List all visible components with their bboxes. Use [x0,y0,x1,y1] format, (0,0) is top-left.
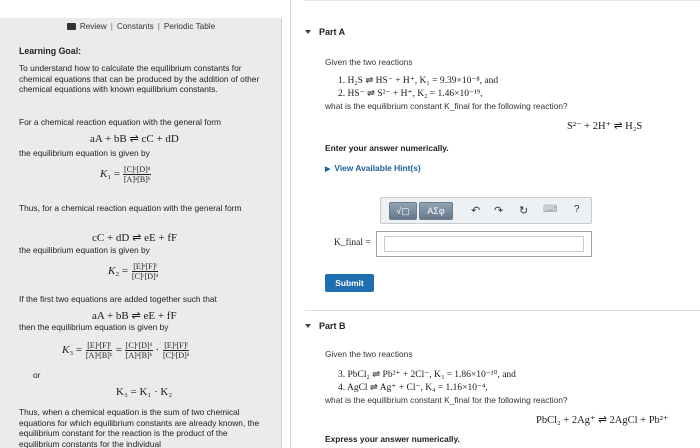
k3-product: K₃ = K₁ · K₂ [116,386,173,398]
k3-c-denominator: [C]ᶜ[D]ᵈ [162,351,190,360]
reaction-4: 4. AgCl ⇌ Ag⁺ + Cl⁻, K₄ = 1.16×10⁻⁴, [338,383,488,393]
express-numerically-text: Express your answer numerically. [325,434,460,444]
math-toolbar [380,197,592,224]
review-link[interactable]: Review [79,22,107,31]
reaction-1: 1. H₂S ⇌ HS⁻ + H⁺, K₁ = 9.39×10⁻⁸, and [338,76,499,86]
general-equation-2: cC + dD ⇌ eE + fF [92,232,178,244]
play-icon: ▶ [325,166,331,173]
k3-expression: K₃ = $\frac{\text{[E]ᵉ[F]ᶠ}}{\text{[A]ᵃ[B]ᵇ}}$ = $\frac{\text{[C]ᶜ[D]ᵈ}}{\text{[A]ᵃ[B]ᵇ}}$ · $\frac{\text{[E]ᵉ[F]ᶠ}}{\text{[C]ᶜ[D]ᵈ}}$ [62,341,190,360]
general-equation-3: aA + bB ⇌ eE + fF [92,310,177,322]
sqrt-template-button[interactable]: √▢ [389,202,417,220]
undo-icon[interactable]: ↶ [471,205,481,217]
part-a-target-reaction: S²⁻ + 2H⁺ ⇌ H₂S [567,121,643,132]
given-by-text-3: then the equilibrium equation is given by [19,322,169,332]
learning-goal-text: To understand how to calculate the equilibrium constants for chemical equations that can be produced by the addition of other chemical equations with known equilibrium constants. [19,63,260,95]
part-b-given: Given the two reactions [325,349,413,359]
k2-expression: K₂ = $\frac{\text{[E]ᵉ[F]ᶠ}}{\text{[C]ᶜ[D]ᵈ}}$ [108,262,159,281]
submit-button[interactable]: Submit [325,274,374,292]
k-final-label: K_final = [334,238,371,248]
learning-goal-title: Learning Goal: [19,46,82,56]
given-by-text-1: the equilibrium equation is given by [19,148,150,158]
k-final-input[interactable] [384,236,584,252]
part-a-header[interactable] [305,27,345,37]
greek-symbols-button[interactable]: ΑΣφ [419,202,453,220]
k2-denominator: [C]ᶜ[D]ᵈ [131,272,159,281]
given-by-text-2: the equilibrium equation is given by [19,245,150,255]
part-divider [305,310,700,311]
keyboard-icon[interactable]: ⌨ [543,204,558,215]
reaction-2: 2. HS⁻ ⇌ S²⁻ + H⁺, K₂ = 1.46×10⁻¹⁹, [338,89,483,99]
enter-numerically-text: Enter your answer numerically. [325,143,449,153]
part-a-given: Given the two reactions [325,57,413,67]
nav-separator: | [110,22,113,31]
nav-separator: | [157,22,160,31]
k2-numerator: [E]ᵉ[F]ᶠ [133,262,157,271]
general-form-text: For a chemical reaction equation with the general form [19,117,222,127]
k3-b-denominator: [A]ᵃ[B]ᵇ [125,351,153,360]
final-text: Thus, when a chemical equation is the sum of two chemical equations for which equilibrium constants are already known, the equilibrium constant for the reaction is the product of the equilibrium constants for the individual [19,407,260,448]
k3-a-denominator: [A]ᵃ[B]ᵇ [85,351,113,360]
answer-box [376,231,592,257]
resource-nav [0,22,282,31]
thus-text: Thus, for a chemical reaction equation with the general form [19,203,242,213]
k3-a-numerator: [E]ᵉ[F]ᶠ [87,341,111,350]
view-hints-label: View Available Hint(s) [334,163,421,173]
k3-c-numerator: [E]ᵉ[F]ᶠ [164,341,188,350]
help-icon[interactable]: ? [574,204,580,215]
collapse-caret-icon[interactable] [305,324,311,328]
k1-numerator: [C]ᶜ[D]ᵈ [123,165,151,174]
k3-b-numerator: [C]ᶜ[D]ᵈ [125,341,153,350]
constants-link[interactable]: Constants [116,22,154,31]
or-text: or [33,370,41,380]
k1-denominator: [A]ᵃ[B]ᵇ [123,175,151,184]
part-b-title: Part B [319,321,346,331]
redo-icon[interactable]: ↷ [494,205,504,217]
part-b-header[interactable] [305,321,346,331]
collapse-caret-icon[interactable] [305,30,311,34]
reaction-3: 3. PbCl₂ ⇌ Pb²⁺ + 2Cl⁻, K₃ = 1.86×10⁻¹⁰, and [338,370,516,380]
reset-icon[interactable]: ↻ [519,205,529,217]
k1-expression: K₁ = $\frac{\text{[C]ᶜ[D]ᵈ}}{\text{[A]ᵃ[B]ᵇ}}$ [100,165,151,184]
top-divider [305,0,700,1]
part-a-question: what is the equilibrium constant K_final for the following reaction? [325,101,568,111]
part-b-target-reaction: PbCl₂ + 2Ag⁺ ⇌ 2AgCl + Pb²⁺ [536,415,669,426]
part-a-title: Part A [319,27,346,37]
periodic-table-link[interactable]: Periodic Table [163,22,216,31]
added-text: If the first two equations are added together such that [19,294,217,304]
general-equation-1: aA + bB ⇌ cC + dD [90,133,179,145]
view-hints-link[interactable] [325,163,421,176]
part-b-question: what is the equilibrium constant K_final for the following reaction? [325,395,568,405]
left-panel [0,0,291,448]
book-icon [67,23,76,30]
